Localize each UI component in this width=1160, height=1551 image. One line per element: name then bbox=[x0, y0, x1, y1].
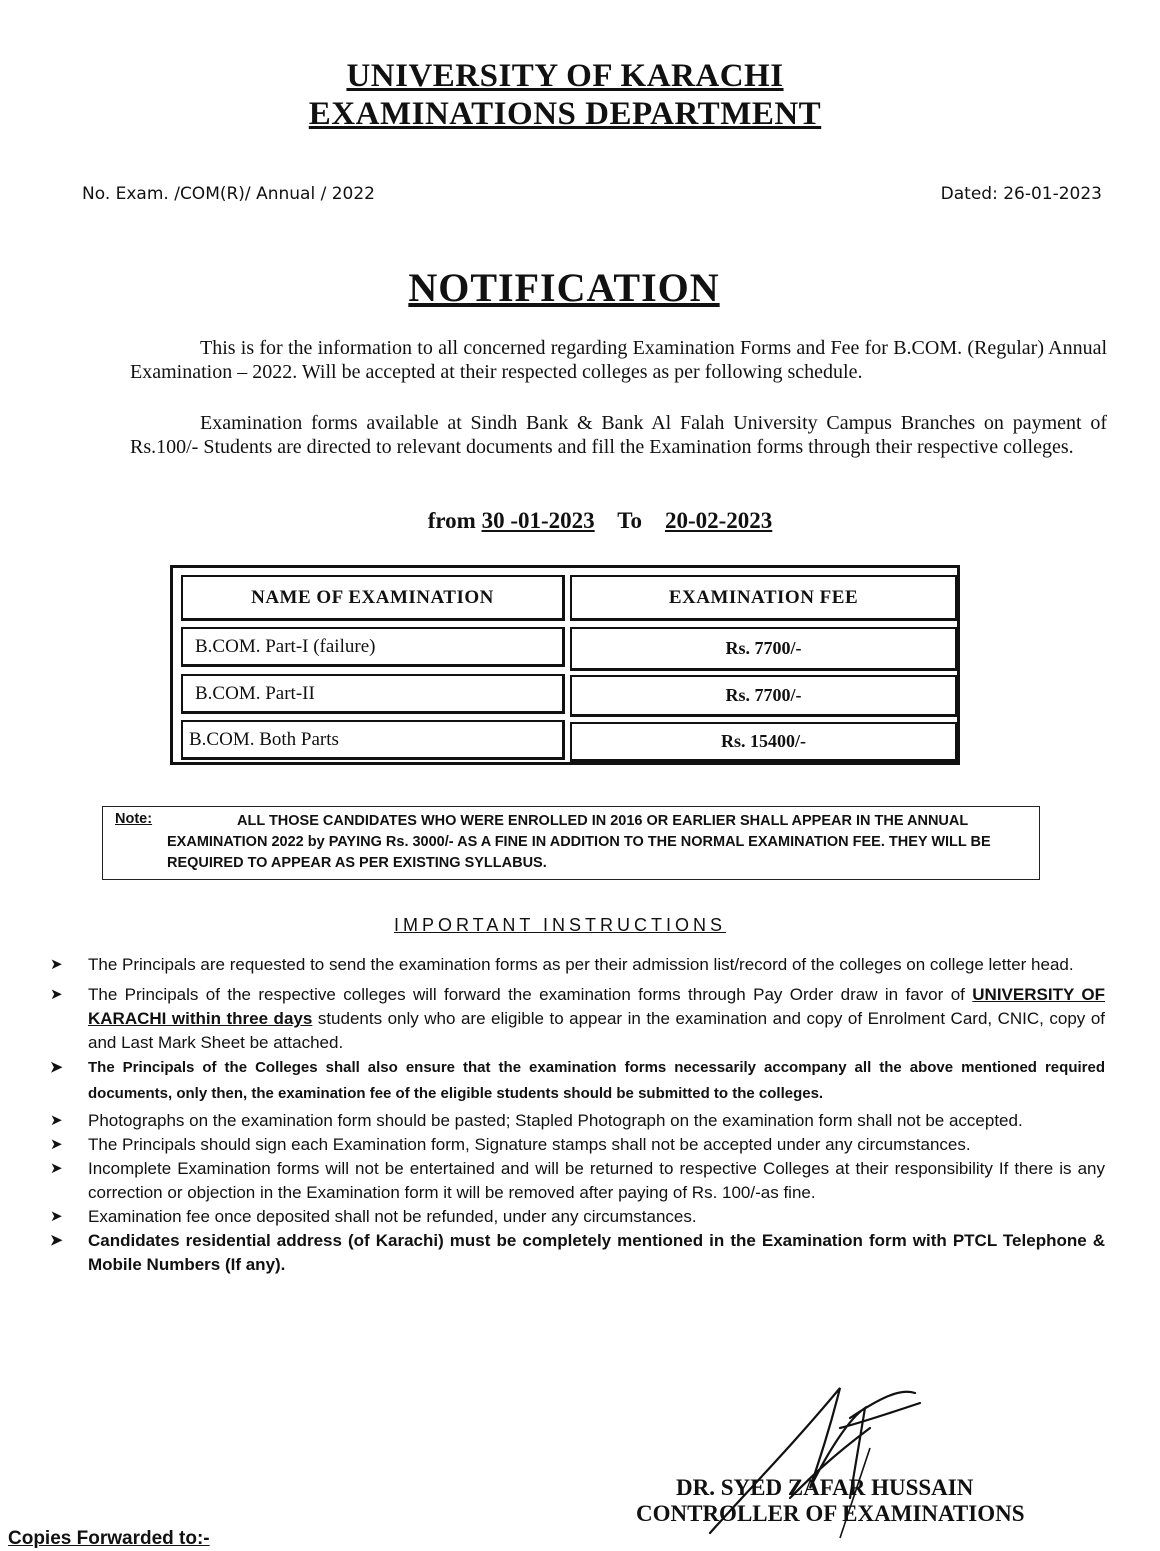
copies-forwarded-label: Copies Forwarded to:- bbox=[8, 1528, 210, 1549]
note-label: Note: bbox=[115, 811, 153, 827]
to-label: To bbox=[617, 508, 642, 533]
list-item: ➤ The Principals are requested to send the examination forms as per their admission list/record of the colleges on college letter head. bbox=[50, 953, 1105, 977]
table-row-name: B.COM. Part-I (failure) bbox=[181, 627, 565, 667]
schedule-range bbox=[0, 508, 1160, 534]
date-line: Dated: 26-01-2023 bbox=[940, 184, 1102, 204]
table-header-name: NAME OF EXAMINATION bbox=[181, 575, 565, 621]
list-item: ➤ The Principals of the Colleges shall also ensure that the examination forms necessarily accompany all the above mentioned required documents, only then, the examination fee of the eligible students should be submitted to the colleges. bbox=[50, 1055, 1105, 1107]
list-item: ➤ The Principals should sign each Examination form, Signature stamps shall not be accepted under any circumstances. bbox=[50, 1133, 1105, 1157]
arrow-bullet-icon: ➤ bbox=[50, 1160, 63, 1177]
list-item: ➤ Candidates residential address (of Karachi) must be completely mentioned in the Examination form with PTCL Telephone & Mobile Numbers (If any). bbox=[50, 1231, 1105, 1274]
table-header-fee: EXAMINATION FEE bbox=[570, 575, 958, 621]
arrow-bullet-icon: ➤ bbox=[50, 986, 63, 1003]
table-row-fee: Rs. 7700/- bbox=[570, 675, 958, 717]
arrow-bullet-icon: ➤ bbox=[50, 1059, 63, 1076]
list-item: ➤ Examination fee once deposited shall not be refunded, under any circumstances. bbox=[50, 1205, 1105, 1229]
arrow-bullet-icon: ➤ bbox=[50, 1232, 63, 1249]
list-item: ➤ Incomplete Examination forms will not be entertained and will be returned to respective Colleges at their responsibility If there is any correction or objection in the Examination form it will be removed after paying of Rs. 100/-as fine. bbox=[50, 1159, 1105, 1202]
table-row-name: B.COM. Part-II bbox=[181, 674, 565, 714]
list-item: ➤ Photographs on the examination form should be pasted; Stapled Photograph on the examination form shall not be accepted. bbox=[50, 1109, 1105, 1133]
arrow-bullet-icon: ➤ bbox=[50, 956, 63, 973]
arrow-bullet-icon: ➤ bbox=[50, 1112, 63, 1129]
fee-table bbox=[170, 565, 960, 765]
from-date: 30 -01-2023 bbox=[481, 508, 595, 533]
arrow-bullet-icon: ➤ bbox=[50, 1208, 63, 1225]
instructions-title: IMPORTANT INSTRUCTIONS bbox=[393, 915, 726, 935]
note-text: ALL THOSE CANDIDATES WHO WERE ENROLLED IN 2016 OR EARLIER SHALL APPEAR IN THE ANNUAL EXAMINATION 2022 by PAYING Rs. 3000/- AS A FINE IN ADDITION TO THE NORMAL EXAMINATION FEE. THEY WILL BE REQUIRED TO APPEAR AS PER EXISTING SYLLABUS. bbox=[167, 813, 991, 871]
table-row-fee: Rs. 7700/- bbox=[570, 627, 958, 671]
signatory-designation: CONTROLLER OF EXAMINATIONS bbox=[636, 1501, 1025, 1526]
instructions-list bbox=[50, 953, 1105, 1277]
table-row-name: B.COM. Both Parts bbox=[181, 720, 565, 760]
notification-title: NOTIFICATION bbox=[408, 265, 720, 310]
paragraph-intro: This is for the information to all concerned regarding Examination Forms and Fee for B.COM. (Regular) Annual Examination – 2022. Will be accepted at their respected colleges as per following schedule. bbox=[130, 337, 1107, 383]
note-box bbox=[102, 806, 1040, 880]
to-date: 20-02-2023 bbox=[664, 508, 773, 533]
university-highlight: UNIVERSITY OF KARACHI within three days bbox=[88, 985, 1105, 1028]
arrow-bullet-icon: ➤ bbox=[50, 1136, 63, 1153]
list-item: ➤ The Principals of the respective colleges will forward the examination forms through Pay Order draw in favor of UNIVERSITY OF KARACHI within three days students only who are eligible to appear in the examination and copy of Enrolment Card, CNIC, copy of and Last Mark Sheet be attached. bbox=[50, 985, 1105, 1052]
department-name: EXAMINATIONS DEPARTMENT bbox=[308, 96, 822, 132]
signatory-name: DR. SYED ZAFAR HUSSAIN bbox=[676, 1475, 974, 1500]
table-row-fee: Rs. 15400/- bbox=[570, 722, 958, 762]
paragraph-forms: Examination forms available at Sindh Bank & Bank Al Falah University Campus Branches on payment of Rs.100/- Students are directed to relevant documents and fill the Examination forms through their respective colleges. bbox=[130, 412, 1107, 458]
university-name: UNIVERSITY OF KARACHI bbox=[346, 58, 784, 94]
reference-number: No. Exam. /COM(R)/ Annual / 2022 bbox=[82, 184, 375, 204]
from-label: from bbox=[427, 508, 476, 533]
